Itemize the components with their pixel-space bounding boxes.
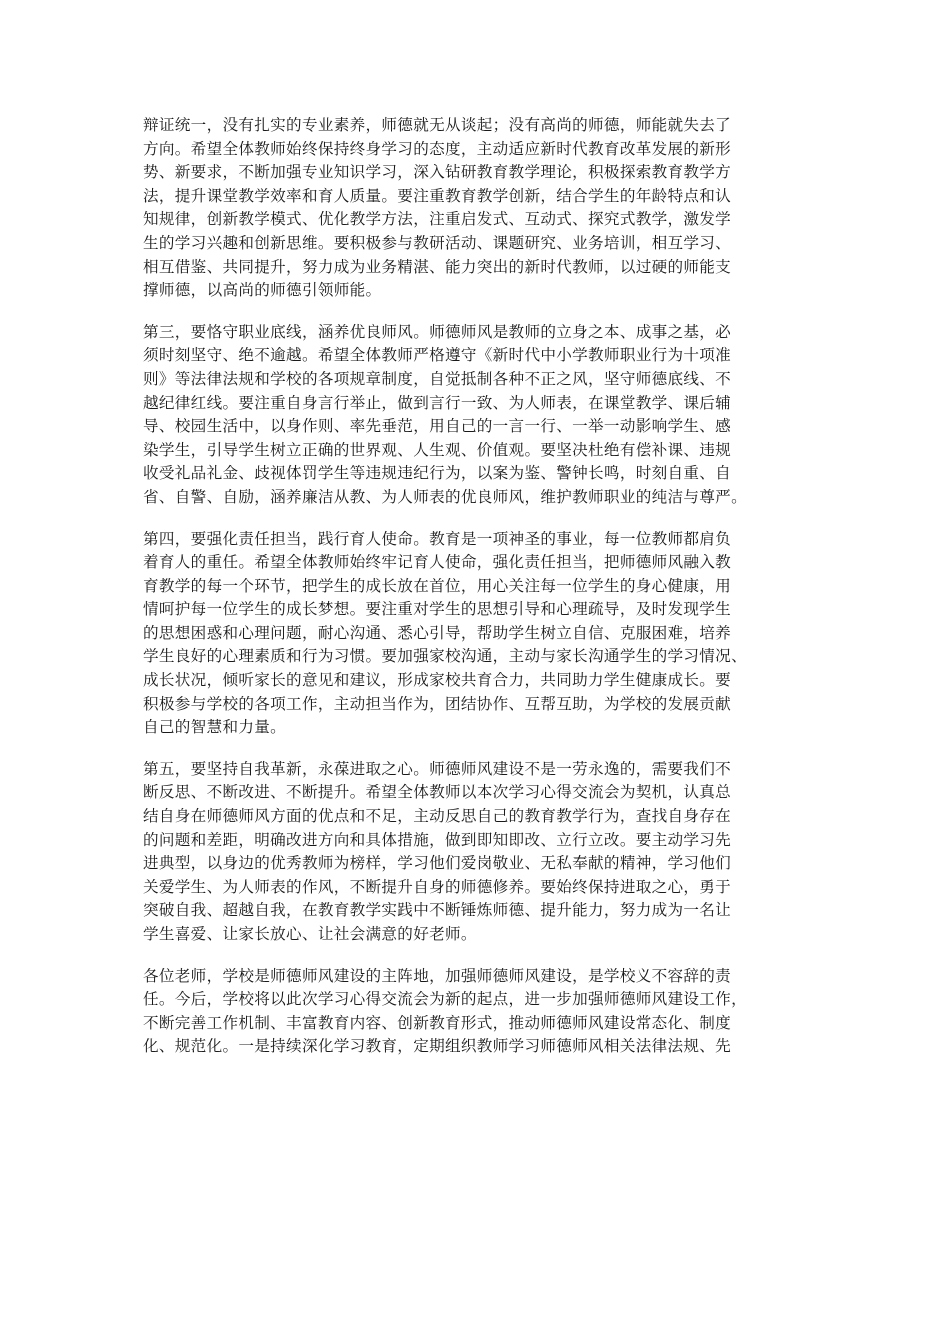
text-line: 结自身在师德师风方面的优点和不足，主动反思自己的教育教学行为，查找自身存在 [143,807,732,826]
text-line: 学生良好的心理素质和行为习惯。要加强家校沟通，主动与家长沟通学生的学习情况、 [143,647,747,666]
text-line: 积极参与学校的各项工作，主动担当作为，团结协作、互帮互助，为学校的发展贡献 [143,694,732,713]
text-line: 育教学的每一个环节，把学生的成长放在首位，用心关注每一位学生的身心健康，用 [143,576,732,595]
text-line: 导、校园生活中，以身作则、率先垂范，用自己的一言一行、一举一动影响学生、感 [143,417,732,436]
text-line: 的问题和差距，明确改进方向和具体措施，做到即知即改、立行立改。要主动学习先 [143,830,732,849]
text-line: 各位老师，学校是师德师风建设的主阵地，加强师德师风建设，是学校义不容辞的责 [143,966,732,985]
text-line: 相互借鉴、共同提升，努力成为业务精湛、能力突出的新时代教师，以过硬的师能支 [143,257,732,276]
paragraph-teacher-competence [143,114,823,303]
text-line: 自己的智慧和力量。 [143,718,287,737]
text-line: 第三，要恪守职业底线，涵养优良师风。师德师风是教师的立身之本、成事之基，必 [143,322,732,341]
paragraph-fifth-point [143,758,823,947]
text-line: 进典型，以身边的优秀教师为榜样，学习他们爱岗敬业、无私奉献的精神，学习他们 [143,854,732,873]
text-line: 撑师德，以高尚的师德引领师能。 [143,281,382,300]
text-line: 学生喜爱、让家长放心、让社会满意的好老师。 [143,925,477,943]
text-line: 染学生，引导学生树立正确的世界观、人生观、价值观。要坚决杜绝有偿补课、违规 [143,440,732,459]
text-line: 着育人的重任。希望全体教师始终牢记育人使命，强化责任担当，把师德师风融入教 [143,553,732,572]
text-line: 收受礼品礼金、歧视体罚学生等违规违纪行为，以案为鉴、警钟长鸣，时刻自重、自 [143,464,732,483]
text-line: 辩证统一，没有扎实的专业素养，师德就无从谈起；没有高尚的师德，师能就失去了 [143,116,732,134]
text-line: 关爱学生、为人师表的作风，不断提升自身的师德修养。要始终保持进取之心，勇于 [143,877,732,896]
text-line: 须时刻坚守、绝不逾越。希望全体教师严格遵守《新时代中小学教师职业行为十项准 [143,346,732,365]
text-line: 第五，要坚持自我革新，永葆进取之心。师德师风建设不是一劳永逸的，需要我们不 [143,759,732,778]
text-line: 情呵护每一位学生的成长梦想。要注重对学生的思想引导和心理疏导，及时发现学生 [143,600,732,619]
text-line: 化、规范化。一是持续深化学习教育，定期组织教师学习师德师风相关法律法规、先 [143,1037,732,1056]
text-line: 的思想困惑和心理问题，耐心沟通、悉心引导，帮助学生树立自信、克服困难，培养 [143,623,732,642]
text-line: 生的学习兴趣和创新思维。要积极参与教研活动、课题研究、业务培训，相互学习、 [143,233,732,252]
text-line: 越纪律红线。要注重自身言行举止，做到言行一致、为人师表，在课堂教学、课后辅 [143,393,732,412]
text-line: 知规律，创新教学模式、优化教学方法，注重启发式、互动式、探究式教学，激发学 [143,210,732,229]
text-line: 不断完善工作机制、丰富教育内容、创新教育形式，推动师德师风建设常态化、制度 [143,1013,732,1032]
text-line: 方向。希望全体教师始终保持终身学习的态度，主动适应新时代教育改革发展的新形 [143,139,732,158]
text-line: 势、新要求，不断加强专业知识学习，深入钻研教育教学理论，积极探索教育教学方 [143,163,732,182]
text-line: 则》等法律法规和学校的各项规章制度，自觉抵制各种不正之风，坚守师德底线、不 [143,369,732,388]
paragraph-school-commitment [143,965,823,1059]
text-line: 第四，要强化责任担当，践行育人使命。教育是一项神圣的事业，每一位教师都肩负 [143,529,732,548]
document-body [143,114,823,1077]
text-line: 成长状况，倾听家长的意见和建议，形成家校共育合力，共同助力学生健康成长。要 [143,671,732,690]
paragraph-third-point [143,321,823,510]
text-line: 省、自警、自励，涵养廉洁从教、为人师表的优良师风，维护教师职业的纯洁与尊严。 [143,487,747,506]
text-line: 法，提升课堂教学效率和育人质量。要注重教育教学创新，结合学生的年龄特点和认 [143,186,732,205]
text-line: 任。今后，学校将以此次学习心得交流会为新的起点，进一步加强师德师风建设工作， [143,990,747,1009]
paragraph-fourth-point [143,528,823,740]
text-line: 突破自我、超越自我，在教育教学实践中不断锤炼师德、提升能力，努力成为一名让 [143,901,732,920]
text-line: 断反思、不断改进、不断提升。希望全体教师以本次学习心得交流会为契机，认真总 [143,783,732,802]
